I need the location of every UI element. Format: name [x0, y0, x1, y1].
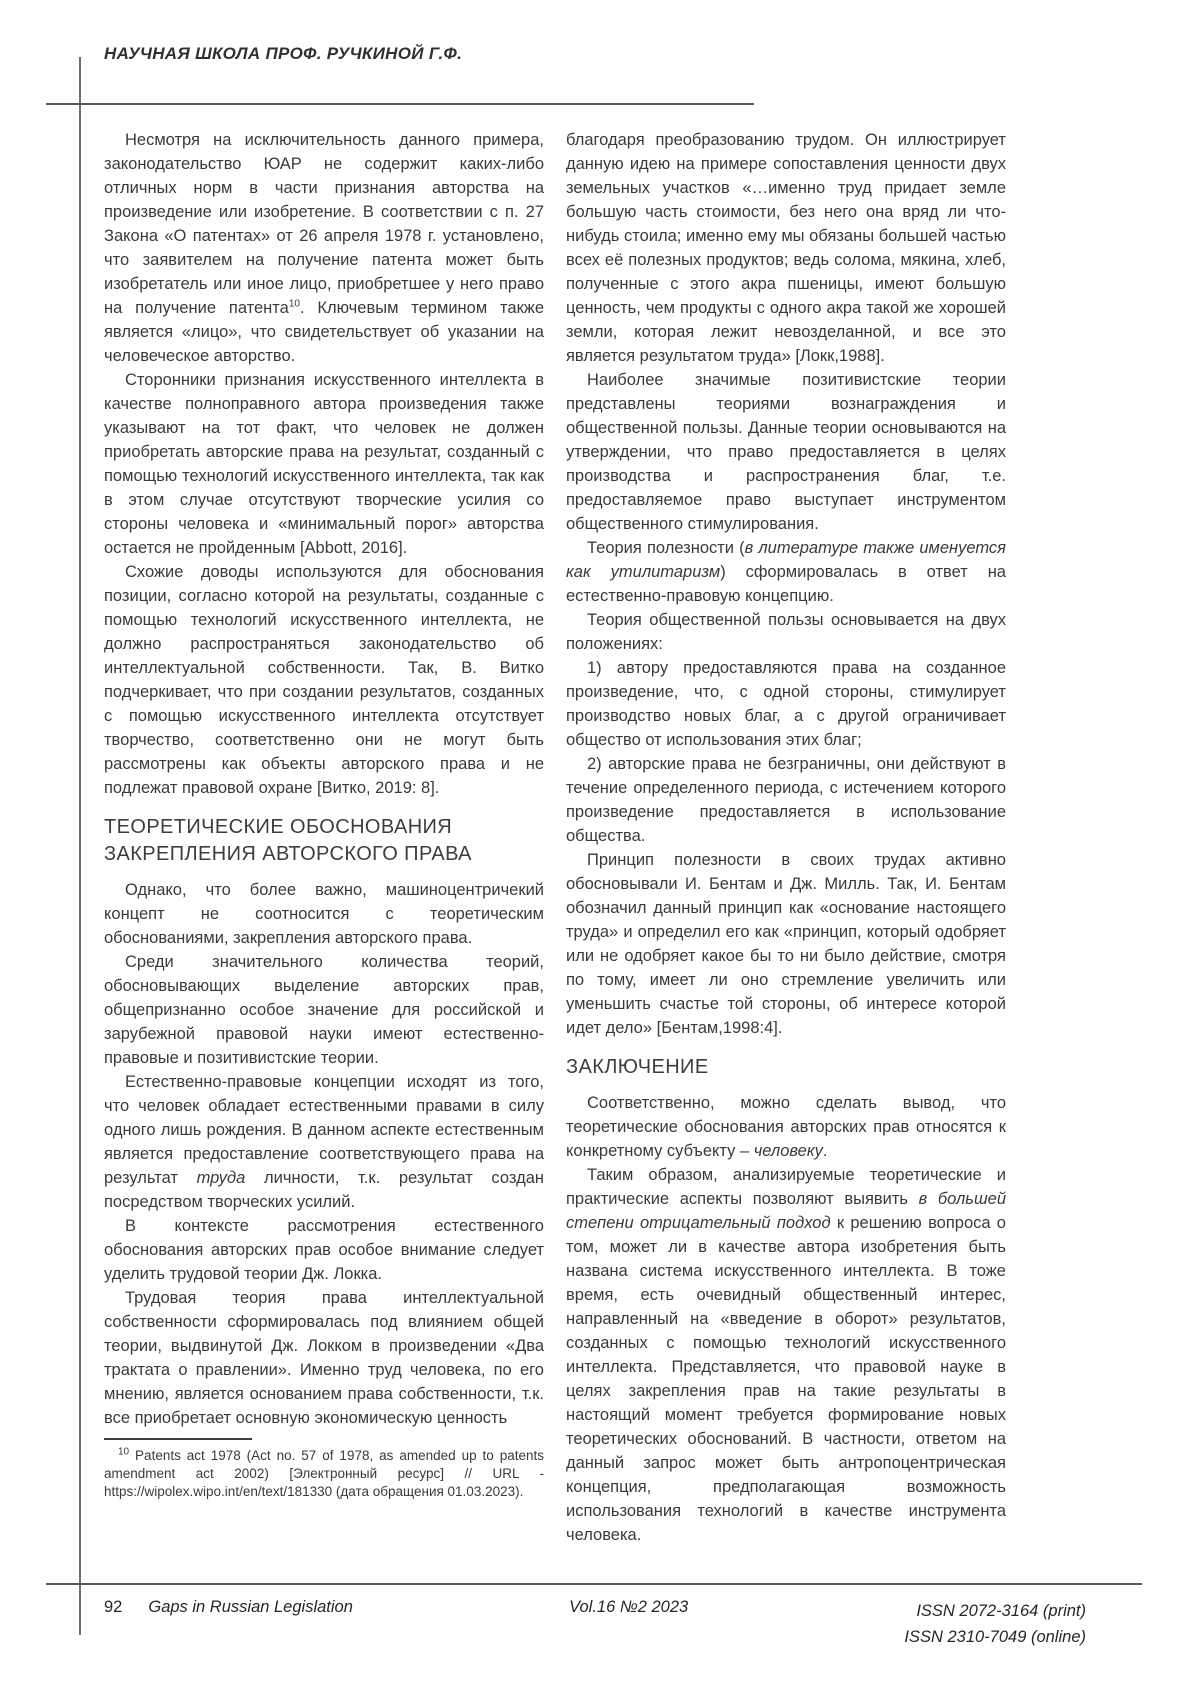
text-segment: Естественно-правовые концепции исходят из того, что человек обладает естественными правами в силу одного лишь рождения. В данном аспекте естественным является предоставление соответствующего права на результат: [104, 1073, 544, 1187]
body-paragraph: [566, 368, 1006, 536]
article-body: [104, 128, 1006, 1547]
footnote-divider: [104, 1438, 252, 1440]
text-segment: 1) автору предоставляются права на созданное произведение, что, с одной стороны, стимулирует производство новых благ, а с другой ограничивает общество от использования этих благ;: [566, 659, 1006, 749]
section-heading: ЗАКЛЮЧЕНИЕ: [566, 1056, 709, 1078]
body-paragraph: [104, 878, 544, 950]
body-paragraph: [566, 752, 1006, 848]
page-number: 92: [104, 1598, 123, 1616]
footnote-text: [104, 1447, 544, 1501]
body-paragraph: [566, 536, 1006, 608]
issue-info: Vol.16 №2 2023: [569, 1598, 689, 1616]
text-segment: Трудовая теория права интеллектуальной собственности сформировалась под влиянием общей теории, выдвинутой Дж. Локком в произведении «Два трактата о правлении». Именно труд человека, по его мнению, является основанием права собственности, т.к. все приобретает основную экономическую ценность: [104, 1289, 544, 1427]
body-paragraph: [566, 1091, 1006, 1163]
text-segment: Соответственно, можно сделать вывод, что теоретические обоснования авторских прав относятся к конкретному субъекту –: [566, 1094, 1006, 1160]
text-segment: человеку: [753, 1142, 823, 1160]
body-paragraph: [104, 950, 544, 1070]
left-column: [104, 128, 544, 1547]
text-segment: В контексте рассмотрения естественного обоснования авторских прав особое внимание следует уделить трудовой теории Дж. Локка.: [104, 1217, 544, 1283]
text-segment: в литературе также именуется как утилитаризм: [566, 539, 1006, 581]
footnote-body: Patents act 1978 (Act no. 57 of 1978, as amended up to patents amendment act 2002) [Электронный ресурс] // URL - https://wipolex.wipo.int/en/text/181330 (дата обращения 01.03.2023).: [104, 1448, 544, 1499]
body-paragraph: [566, 1163, 1006, 1547]
text-segment: Таким образом, анализируемые теоретические и практические аспекты позволяют выявить: [566, 1166, 1006, 1208]
body-paragraph: [104, 1214, 544, 1286]
text-segment: к решению вопроса о том, может ли в качестве автора изобретения быть названа система искусственного интеллекта. В тоже время, есть очевидный общественный интерес, направленный на «введение в оборот» результатов, созданных с помощью технологий искусственного интеллекта. Представляется, что правовой науке в целях закрепления прав на такие результаты в настоящий момент требуется формирование новых теоретических обоснований. В частности, ответом на данный запрос может быть антропоцентрическая концепция, предполагающая возможность использования технологий в качестве инструмента человека.: [566, 1214, 1006, 1544]
body-paragraph: [566, 656, 1006, 752]
page-footer: [104, 1598, 1086, 1650]
body-paragraph: [104, 128, 544, 368]
footnote-marker: 10: [118, 1446, 130, 1458]
issn-print: ISSN 2072-3164 (print): [916, 1602, 1086, 1620]
text-segment: Наиболее значимые позитивистские теории представлены теориями вознаграждения и общественной пользы. Данные теории основываются на утверждении, что право предоставляется в целях производства и распространения благ, т.е. предоставляемое право выступает инструментом общественного стимулирования.: [566, 371, 1006, 533]
text-segment: Принцип полезности в своих трудах активно обосновывали И. Бентам и Дж. Милль. Так, И. Бентам обозначил данный принцип как «основание настоящего труда» и определил его как «принцип, который одобряет или не одобряет какое бы то ни было действие, смотря по тому, имеет ли оно стремление увеличить или уменьшить счастье той стороны, об интересе которой идет дело» [Бентам,1998:4].: [566, 851, 1006, 1037]
page-header-title: НАУЧНАЯ ШКОЛА ПРОФ. РУЧКИНОЙ Г.Ф.: [104, 44, 463, 63]
text-segment: . Ключевым термином также является «лицо», что свидетельствует об указании на человеческое авторство.: [104, 299, 545, 365]
right-column: [566, 128, 1006, 1547]
footnote-reference: 10: [288, 298, 300, 310]
body-paragraph: [566, 128, 1006, 368]
text-segment: труда: [196, 1169, 246, 1187]
issn-block: [904, 1598, 1086, 1650]
text-segment: личности, т.к. результат создан посредством творческих усилий.: [104, 1169, 544, 1211]
text-segment: Однако, что более важно, машиноцентричекий концепт не соотносится с теоретическим обоснованиями, закрепления авторского права.: [104, 881, 544, 947]
left-margin-rule: [79, 57, 81, 1635]
body-paragraph: [104, 368, 544, 560]
footer-divider: [46, 1583, 1142, 1585]
text-segment: Теория общественной пользы основывается на двух положениях:: [566, 611, 1006, 653]
body-paragraph: [104, 1286, 544, 1430]
text-segment: в большей степени отрицательный подход: [566, 1190, 1006, 1232]
header-divider: [46, 103, 754, 105]
text-segment: ) сформировалась в ответ на естественно-правовую концепцию.: [566, 563, 1006, 605]
footnote-block: [104, 1438, 544, 1501]
text-segment: Среди значительного количества теорий, обосновывающих выделение авторских прав, общепризнанно особое значение для российской и зарубежной правовой науки имеют естественно-правовые и позитивистские теории.: [104, 953, 544, 1067]
body-paragraph: [566, 848, 1006, 1040]
text-segment: Схожие доводы используются для обоснования позиции, согласно которой на результаты, созданные с помощью технологий искусственного интеллекта, не должно распространяться законодательство об интеллектуальной собственности. Так, В. Витко подчеркивает, что при создании результатов, созданных с помощью искусственного интеллекта отсутствует творчество, соответственно они не могут быть рассмотрены как объекты авторского права и не подлежат правовой охране [Витко, 2019: 8].: [104, 563, 544, 797]
text-segment: Теория полезности (: [587, 539, 745, 557]
body-paragraph: [104, 560, 544, 800]
text-segment: Сторонники признания искусственного интеллекта в качестве полноправного автора произведения также указывают на тот факт, что человек не должен приобретать авторские права на результат, созданный с помощью технологий искусственного интеллекта, так как в этом случае отсутствуют творческие усилия со стороны человека и «минимальный порог» авторства остается не пройденным [Abbott, 2016].: [104, 371, 544, 557]
text-segment: благодаря преобразованию трудом. Он иллюстрирует данную идею на примере сопоставления ценности двух земельных участков «…именно труд придает земле большую часть стоимости, без него она вряд ли что-нибудь стоила; именно ему мы обязаны большей частью всех её полезных продуктов; ведь солома, мякина, хлеб, полученные с этого акра пшеницы, имеют большую ценность, чем продукты с одного акра такой же хорошей земли, которая лежит невозделанной, и все это является результатом труда» [Локк,1988].: [566, 131, 1006, 365]
body-paragraph: [566, 608, 1006, 656]
section-heading: ТЕОРЕТИЧЕСКИЕ ОБОСНОВАНИЯ ЗАКРЕПЛЕНИЯ АВТОРСКОГО ПРАВА: [104, 816, 472, 865]
body-paragraph: [104, 1070, 544, 1214]
journal-title: Gaps in Russian Legislation: [148, 1598, 353, 1616]
issn-online: ISSN 2310-7049 (online): [904, 1628, 1086, 1646]
text-segment: 2) авторские права не безграничны, они действуют в течение определенного периода, с истечением которого произведение предоставляется в использование общества.: [566, 755, 1006, 845]
text-segment: Несмотря на исключительность данного примера, законодательство ЮАР не содержит каких-либо отличных норм в части признания авторства на произведение или изобретение. В соответствии с п. 27 Закона «О патентах» от 26 апреля 1978 г. установлено, что заявителем на получение патента может быть изобретатель или иное лицо, приобретшее у него право на получение патента: [104, 131, 544, 317]
footer-left-group: [104, 1598, 353, 1617]
text-segment: .: [822, 1142, 828, 1160]
